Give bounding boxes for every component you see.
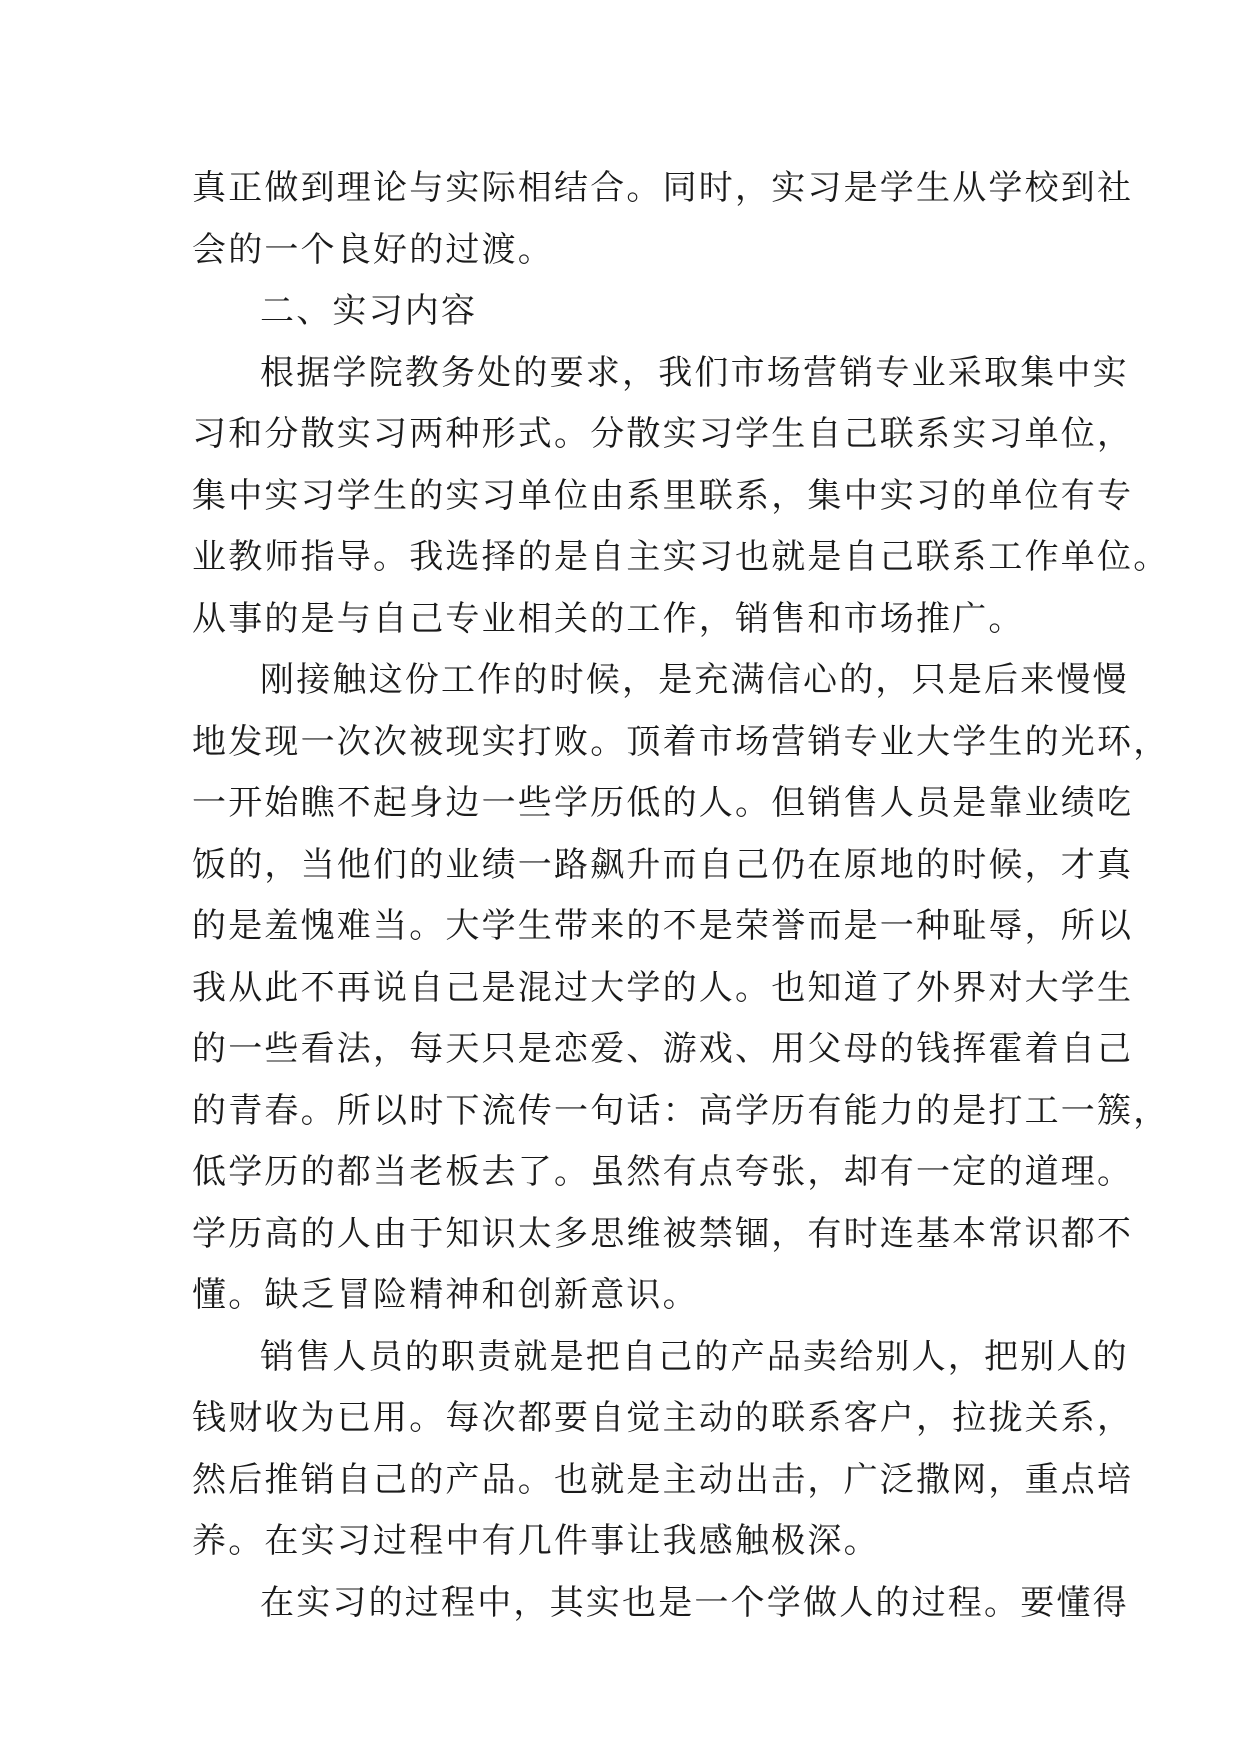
text-line: 真正做到理论与实际相结合。同时，实习是学生从学校到社 <box>192 168 1134 208</box>
text-line: 会的一个良好的过渡。 <box>192 229 554 270</box>
text-line: 的一些看法，每天只是恋爱、游戏、用父母的钱挥霍着自己 <box>192 1029 1134 1069</box>
section-heading: 二、实习内容 <box>260 291 478 331</box>
text-line: 我从此不再说自己是混过大学的人。也知道了外界对大学生 <box>192 967 1134 1008</box>
text-line: 钱财收为已用。每次都要自觉主动的联系客户，拉拢关系， <box>192 1398 1134 1438</box>
text-line: 从事的是与自己专业相关的工作，销售和市场推广。 <box>192 598 1025 639</box>
text-line: 业教师指导。我选择的是自主实习也就是自己联系工作单位。 <box>192 537 1170 577</box>
text-line: 的是羞愧难当。大学生带来的不是荣誉而是一种耻辱，所以 <box>192 906 1134 946</box>
text-line: 学历高的人由于知识太多思维被禁锢，有时连基本常识都不 <box>192 1213 1134 1254</box>
text-line: 习和分散实习两种形式。分散实习学生自己联系实习单位， <box>192 414 1134 454</box>
text-line: 在实习的过程中，其实也是一个学做人的过程。要懂得 <box>260 1582 1129 1623</box>
text-line: 然后推销自己的产品。也就是主动出击，广泛撒网，重点培 <box>192 1459 1134 1500</box>
text-line: 懂。缺乏冒险精神和创新意识。 <box>192 1275 699 1315</box>
text-line: 养。在实习过程中有几件事让我感触极深。 <box>192 1521 880 1561</box>
text-line: 地发现一次次被现实打败。顶着市场营销专业大学生的光环， <box>192 721 1170 762</box>
text-line: 集中实习学生的实习单位由系里联系，集中实习的单位有专 <box>192 475 1134 516</box>
text-line: 销售人员的职责就是把自己的产品卖给别人，把别人的 <box>260 1336 1129 1377</box>
text-line: 根据学院教务处的要求，我们市场营销专业采取集中实 <box>260 352 1129 393</box>
text-line: 低学历的都当老板去了。虽然有点夸张，却有一定的道理。 <box>192 1152 1134 1192</box>
text-line: 刚接触这份工作的时候，是充满信心的，只是后来慢慢 <box>260 660 1129 700</box>
text-line: 一开始瞧不起身边一些学历低的人。但销售人员是靠业绩吃 <box>192 783 1134 823</box>
text-line: 饭的，当他们的业绩一路飙升而自己仍在原地的时候，才真 <box>192 844 1134 885</box>
text-line: 的青春。所以时下流传一句话：高学历有能力的是打工一簇， <box>192 1090 1170 1131</box>
document-body <box>192 158 1170 1634</box>
